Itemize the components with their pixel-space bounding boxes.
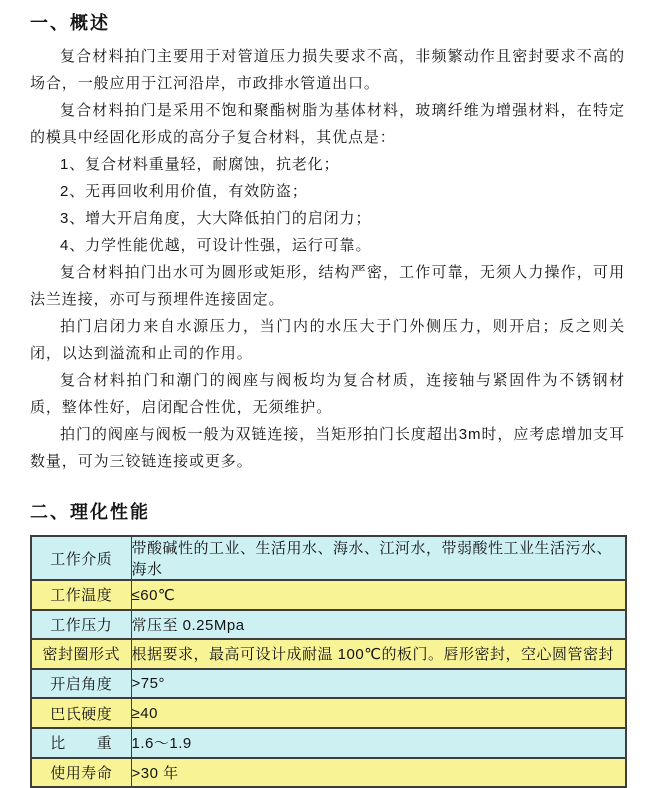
overview-paragraph: 拍门的阀座与阀板一般为双链连接，当矩形拍门长度超出3m时，应考虑增加支耳数量，可为三铰链连接或更多。 bbox=[30, 426, 625, 470]
table-row-label: 开启角度 bbox=[31, 669, 131, 699]
table-row-value: >75° bbox=[131, 669, 626, 699]
table-row-label: 工作介质 bbox=[31, 536, 131, 580]
overview-list-item: 2、无再回收利用价值，有效防盗； bbox=[60, 183, 308, 200]
table-row-label: 工作温度 bbox=[31, 580, 131, 610]
table-row-label: 工作压力 bbox=[31, 610, 131, 640]
overview-list-item: 1、复合材料重量轻，耐腐蚀，抗老化； bbox=[60, 156, 340, 173]
overview-paragraph: 复合材料拍门是采用不饱和聚酯树脂为基体材料，玻璃纤维为增强材料，在特定的模具中经固化形成的高分子复合材料，其优点是： bbox=[30, 102, 625, 146]
section-heading-overview: 一、概述 bbox=[30, 13, 110, 33]
overview-list-item: 3、增大开启角度，大大降低拍门的启闭力； bbox=[60, 210, 372, 227]
overview-paragraph: 复合材料拍门出水可为圆形或矩形，结构严密，工作可靠，无须人力操作，可用法兰连接，亦可与预埋件连接固定。 bbox=[30, 264, 625, 308]
overview-paragraph: 拍门启闭力来自水源压力，当门内的水压大于门外侧压力，则开启；反之则关闭，以达到溢流和止司的作用。 bbox=[30, 318, 625, 362]
table-row bbox=[31, 728, 626, 758]
table-row-value: 根据要求，最高可设计成耐温 100℃的板门。唇形密封，空心圆管密封 bbox=[131, 639, 626, 669]
table-row-value: ≥40 bbox=[131, 698, 626, 728]
table-row-label: 使用寿命 bbox=[31, 758, 131, 788]
table-row bbox=[31, 758, 626, 788]
table-row-value: 常压至 0.25Mpa bbox=[131, 610, 626, 640]
overview-paragraph: 复合材料拍门和潮门的阀座与阀板均为复合材质，连接轴与紧固件为不锈钢材质，整体性好，启闭配合性优，无须维护。 bbox=[30, 372, 625, 416]
table-row bbox=[31, 698, 626, 728]
overview-paragraph: 复合材料拍门主要用于对管道压力损失要求不高，非频繁动作且密封要求不高的场合，一般应用于江河沿岸，市政排水管道出口。 bbox=[30, 48, 625, 92]
table-row-label: 巴氏硬度 bbox=[31, 698, 131, 728]
table-row-value: 1.6～1.9 bbox=[131, 728, 626, 758]
table-row bbox=[31, 536, 626, 580]
table-row bbox=[31, 610, 626, 640]
overview-list-item: 4、力学性能优越，可设计性强，运行可靠。 bbox=[60, 237, 372, 254]
properties-table bbox=[30, 535, 627, 788]
table-row bbox=[31, 669, 626, 699]
table-row-value: ≤60℃ bbox=[131, 580, 626, 610]
section-heading-properties: 二、理化性能 bbox=[30, 502, 150, 522]
table-row-value: 带酸碱性的工业、生活用水、海水、江河水，带弱酸性工业生活污水、海水 bbox=[131, 540, 613, 578]
table-row bbox=[31, 580, 626, 610]
table-row-value: >30 年 bbox=[131, 758, 626, 788]
table-row bbox=[31, 639, 626, 669]
table-row-label: 密封圈形式 bbox=[31, 639, 131, 669]
table-row-label: 比 重 bbox=[31, 728, 131, 758]
